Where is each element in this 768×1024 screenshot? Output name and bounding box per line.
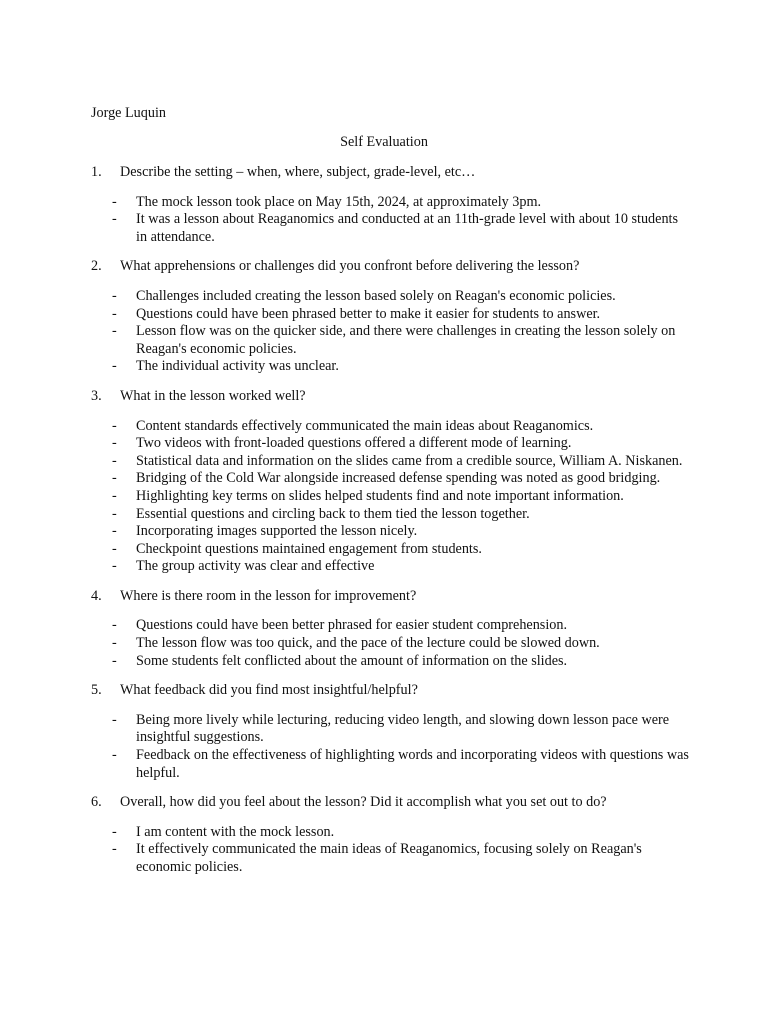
answer-item xyxy=(91,558,691,576)
document-title: Self Evaluation xyxy=(340,134,428,150)
answer-text: Essential questions and circling back to them tied the lesson together. xyxy=(136,505,530,522)
answer-text: Checkpoint questions maintained engagement from students. xyxy=(136,540,482,557)
answer-text: It was a lesson about Reaganomics and conducted at an 11th-grade level with about 10 students in attendance. xyxy=(136,211,678,245)
answer-text: Content standards effectively communicated the main ideas about Reaganomics. xyxy=(136,417,594,434)
answer-text: Highlighting key terms on slides helped students find and note important information. xyxy=(136,487,624,504)
answer-text: Bridging of the Cold War alongside increased defense spending was noted as good bridging. xyxy=(136,470,661,487)
answer-text: Being more lively while lecturing, reducing video length, and slowing down lesson pace were insightful suggestions. xyxy=(136,711,670,746)
answer-item xyxy=(91,841,691,876)
dash-bullet-icon: - xyxy=(112,211,117,228)
answer-list xyxy=(91,194,691,247)
question-item xyxy=(91,388,691,576)
dash-bullet-icon: - xyxy=(112,558,117,575)
dash-bullet-icon: - xyxy=(112,452,117,469)
answer-item xyxy=(91,323,691,358)
question-list xyxy=(91,164,691,889)
dash-bullet-icon: - xyxy=(112,470,117,487)
answer-item xyxy=(91,824,691,842)
answer-list xyxy=(91,418,691,576)
answer-text: Challenges included creating the lesson based solely on Reagan's economic policies. xyxy=(136,287,616,304)
author-name: Jorge Luquin xyxy=(91,105,167,121)
dash-bullet-icon: - xyxy=(112,323,117,340)
answer-text: Lesson flow was on the quicker side, and there were challenges in creating the lesson solely on Reagan's economic policies. xyxy=(136,323,676,357)
dash-bullet-icon: - xyxy=(112,652,117,669)
dash-bullet-icon: - xyxy=(112,358,117,375)
answer-text: Incorporating images supported the lesson nicely. xyxy=(136,523,418,540)
dash-bullet-icon: - xyxy=(112,540,117,557)
question-number: 6. xyxy=(91,794,102,811)
answer-text: I am content with the mock lesson. xyxy=(136,823,335,840)
question-line xyxy=(91,588,691,606)
question-item xyxy=(91,794,691,876)
question-text: Where is there room in the lesson for improvement? xyxy=(120,587,417,604)
answer-item xyxy=(91,358,691,376)
answer-text: Questions could have been better phrased for easier student comprehension. xyxy=(136,617,568,634)
answer-text: Questions could have been phrased better to make it easier for students to answer. xyxy=(136,305,601,322)
question-text: What in the lesson worked well? xyxy=(120,387,306,404)
answer-text: The group activity was clear and effective xyxy=(136,558,375,575)
question-line xyxy=(91,794,691,812)
question-number: 1. xyxy=(91,164,102,180)
question-text: Describe the setting – when, where, subject, grade-level, etc… xyxy=(120,164,476,180)
answer-list xyxy=(91,617,691,670)
dash-bullet-icon: - xyxy=(112,841,117,858)
answer-item xyxy=(91,541,691,559)
answer-text: Some students felt conflicted about the amount of information on the slides. xyxy=(136,652,568,669)
answer-text: The mock lesson took place on May 15th, 2024, at approximately 3pm. xyxy=(136,193,542,210)
answer-item xyxy=(91,418,691,436)
dash-bullet-icon: - xyxy=(112,193,117,210)
dash-bullet-icon: - xyxy=(112,435,117,452)
dash-bullet-icon: - xyxy=(112,417,117,434)
question-item xyxy=(91,682,691,782)
answer-list xyxy=(91,824,691,877)
answer-item xyxy=(91,470,691,488)
dash-bullet-icon: - xyxy=(112,287,117,304)
answer-item xyxy=(91,635,691,653)
answer-item xyxy=(91,506,691,524)
answer-item xyxy=(91,435,691,453)
dash-bullet-icon: - xyxy=(112,747,117,764)
question-line xyxy=(91,258,691,276)
question-text: Overall, how did you feel about the lesson? Did it accomplish what you set out to do? xyxy=(120,794,607,811)
question-item xyxy=(91,164,691,246)
question-text: What feedback did you find most insightful/helpful? xyxy=(120,682,418,699)
answer-item xyxy=(91,617,691,635)
dash-bullet-icon: - xyxy=(112,523,117,540)
dash-bullet-icon: - xyxy=(112,617,117,634)
answer-item xyxy=(91,653,691,671)
dash-bullet-icon: - xyxy=(112,505,117,522)
dash-bullet-icon: - xyxy=(112,635,117,652)
answer-item xyxy=(91,288,691,306)
question-line xyxy=(91,682,691,700)
answer-item xyxy=(91,747,691,782)
answer-list xyxy=(91,712,691,782)
question-text: What apprehensions or challenges did you confront before delivering the lesson? xyxy=(120,258,580,275)
question-number: 3. xyxy=(91,387,102,404)
question-line xyxy=(91,164,691,182)
answer-item xyxy=(91,523,691,541)
answer-item xyxy=(91,194,691,212)
answer-text: Feedback on the effectiveness of highlighting words and incorporating videos with questions was helpful. xyxy=(136,747,689,781)
dash-bullet-icon: - xyxy=(112,711,117,728)
answer-item xyxy=(91,453,691,471)
question-number: 2. xyxy=(91,258,102,275)
answer-text: The lesson flow was too quick, and the pace of the lecture could be slowed down. xyxy=(136,635,600,652)
answer-item xyxy=(91,712,691,747)
dash-bullet-icon: - xyxy=(112,487,117,504)
answer-text: The individual activity was unclear. xyxy=(136,358,339,375)
answer-item xyxy=(91,306,691,324)
dash-bullet-icon: - xyxy=(112,305,117,322)
question-item xyxy=(91,588,691,670)
dash-bullet-icon: - xyxy=(112,823,117,840)
answer-text: Two videos with front-loaded questions offered a different mode of learning. xyxy=(136,435,572,452)
question-number: 4. xyxy=(91,587,102,604)
question-line xyxy=(91,388,691,406)
answer-text: It effectively communicated the main ideas of Reaganomics, focusing solely on Reagan's economic policies. xyxy=(136,841,642,875)
answer-item xyxy=(91,211,691,246)
answer-item xyxy=(91,488,691,506)
answer-list xyxy=(91,288,691,376)
question-item xyxy=(91,258,691,376)
answer-text: Statistical data and information on the slides came from a credible source, William A. Niskanen. xyxy=(136,452,683,469)
question-number: 5. xyxy=(91,682,102,699)
